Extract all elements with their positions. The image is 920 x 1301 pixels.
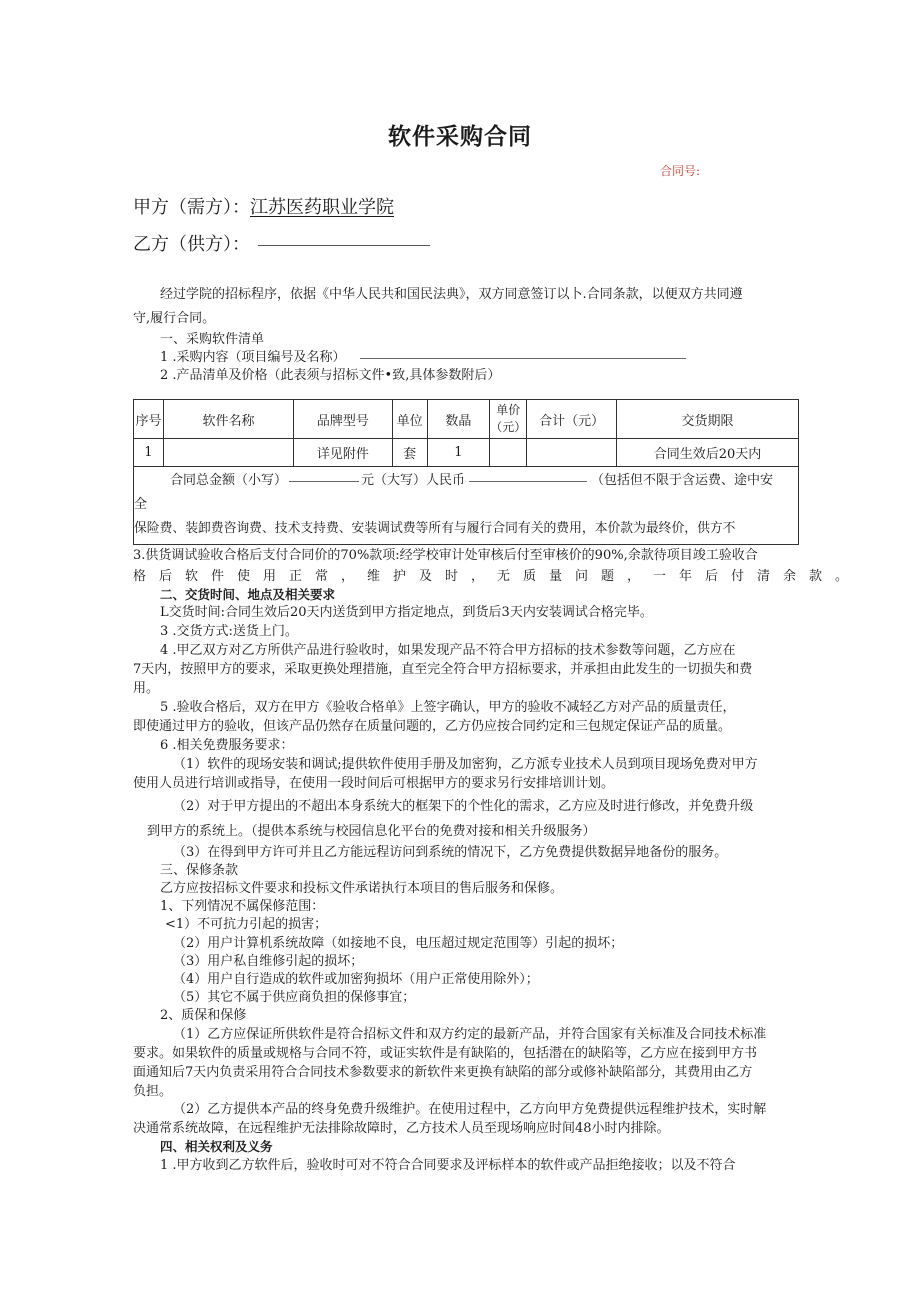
intro-line-1: 经过学院的招标程序，依据《中华人民共和国民法典》，双方同意签订以卜.合同条款，以便双方共同遵 [160,287,743,302]
table-cell: 合同生效后20天内 [616,439,798,467]
total-line-3: 保险费、装卸费咨询费、技术支持费、安装调试费等所有与履行合同有关的费用，本价款为最终价，供方不 [134,521,736,536]
table-cell: 详见附件 [294,439,392,467]
header-cell: 软件名称 [163,400,293,439]
header-cell: 合计（元） [527,400,617,439]
service-3: （3）在得到甲方许可并且乙方能远程访问到系统的情况下，乙方免费提供数据异地备份的服务。 [173,845,728,860]
table-header-row [134,400,799,439]
section-2-item-5a: 5 .验收合格后，双方在甲方《验收合格单》上签字确认，甲方的验收不减轻乙方对产品的质量责任， [160,700,736,715]
service-1-line-1: （1）软件的现场安装和调试;提供软件使用手册及加密狗，乙方派专业技术人员到项目现场免费对甲方 [173,757,758,772]
exclusion-2: （2）用户计算机系统故障（如接地不良，电压超过规定范围等）引起的损坏； [173,936,624,951]
table-cell [490,439,527,467]
section-2-item-4a: 4 .甲乙双方对乙方所供产品进行验收时，如果发现产品不符合甲方招标的技术参数等问题，乙方应在 [160,643,736,658]
total-includes-label: （包括但不限于含运费、途中安 [591,473,774,488]
section-2-delivery-method: 3 .交货方式:送货上门。 [160,624,298,639]
payment-line-2: 格后软件使用正常，维护及时，无质量问题，一年后付清余款。 [133,569,862,584]
exclusion-3: （3）用户私自维修引起的损坏； [173,954,364,969]
party-a [133,193,394,219]
header-cell: 单价（元） [490,400,527,439]
section-2-item-4c: 用。 [133,681,160,696]
warranty-1-line-4: 负担。 [133,1084,173,1099]
section-4-title: 四、相关权利及义务 [160,1139,273,1154]
total-line-2: 全 [134,497,148,512]
total-line-1 [134,469,798,493]
total-small-label: 合同总金额（小写） [170,473,288,488]
section-2-item-6: 6 .相关免费服务要求： [160,738,294,753]
total-capital-label: 元（大写）人民币 [361,473,466,488]
header-cell: 品牌型号 [294,400,392,439]
warranty-1-line-3: 面通知后7天内负责采用符合合同技术参数要求的新软件来更换有缺陷的部分或修补缺陷部分，其费用由乙方 [133,1065,753,1080]
header-cell: 序号 [134,400,164,439]
total-capital-blank [469,480,587,482]
table-cell: 1 [134,439,164,467]
document-title: 软件采购合同 [388,124,532,150]
purchase-content-label: 1 .采购内容（项目编号及名称） [160,350,346,365]
total-small-blank [289,480,359,482]
table-total-row [134,467,799,545]
section-2-item-4b: 7天内，按照甲方的要求，采取更换处理措施，直至完全符合甲方招标要求，并承担由此发生的一切损失和费 [133,662,753,677]
section-1-item-1 [160,348,686,367]
party-b [133,230,430,256]
contract-number-label: 合同号: [660,164,701,178]
section-3-item-2: 2、质保和保修 [160,1008,247,1023]
party-a-name: 江苏医药职业学院 [250,197,394,218]
table-row [134,439,799,467]
exclusion-5: （5）其它不属于供应商负担的保修事宜； [173,990,416,1005]
section-3-title: 三、保修条款 [160,863,239,878]
party-b-blank [258,244,430,246]
service-2-line-2: 到甲方的系统上。（提供本系统与校园信息化平台的免费对接和相关升级服务） [147,824,596,839]
table-cell: 1 [427,439,490,467]
section-2-delivery-time: L交货时间:合同生效后20天内送货到甲方指定地点，到货后3天内安装调试合格完毕。 [160,605,653,620]
table-cell [163,439,293,467]
payment-line-1: 3.供货调试验收合格后支付合同价的70%款项:经学校审计处审核后付至审核价的90%,余款待项目竣工验收合 [133,548,758,563]
service-2-line-1: （2）对于甲方提出的不超出本身系统大的框架下的个性化的需求，乙方应及时进行修改，并免费升级 [173,799,754,814]
warranty-1-line-2: 要求。如果软件的质量或规格与合同不符，或证实软件是有缺陷的，包括潜在的缺陷等，乙方应在接到甲方书 [133,1046,758,1061]
total-cell [134,467,799,545]
section-3-intro: 乙方应按招标文件要求和投标文件承诺执行本项目的售后服务和保修。 [160,881,564,896]
section-1-item-2: 2 .产品清单及价格（此表须与招标文件•致,具体参数附后） [160,368,501,383]
header-cell: 交货期限 [616,400,798,439]
section-4-item-1: 1 .甲方收到乙方软件后，验收时可对不符合合同要求及评标样本的软件或产品拒绝接收；以及不符合 [160,1158,736,1173]
table-cell: 套 [392,439,427,467]
section-3-item-1: 1、下列情况不属保修范围： [160,899,325,914]
intro-line-2: 守,履行合同。 [133,311,216,326]
warranty-2-line-1: （2）乙方提供本产品的终身免费升级维护。在使用过程中，乙方向甲方免费提供远程维护技术，实时解 [173,1102,767,1117]
warranty-1-line-1: （1）乙方应保证所供软件是符合招标文件和双方约定的最新产品，并符合国家有关标准及合同技术标准 [173,1027,767,1042]
exclusion-4: （4）用户自行造成的软件或加密狗损坏（用户正常使用除外）； [173,972,539,987]
header-cell: 数晶 [427,400,490,439]
header-cell: 单位 [392,400,427,439]
purchase-content-blank [360,357,686,359]
product-table [133,399,799,545]
section-1-title: 一、采购软件清单 [160,332,265,347]
party-a-label: 甲方（需方）： [133,197,250,218]
table-cell [527,439,617,467]
warranty-2-line-2: 决通常系统故障，在远程维护无法排除故障时，乙方技术人员至现场响应时间48小时内排除。 [133,1121,670,1136]
section-2-item-5b: 即使通过甲方的验收，但该产品仍然存在质量问题的，乙方仍应按合同约定和三包规定保证产品的质量。 [133,719,732,734]
service-1-line-2: 使用人员进行培训或指导，在使用一段时间后可根据甲方的要求另行安排培训计划。 [133,776,615,791]
party-b-label: 乙方（供方）： [133,234,250,255]
section-2-title: 二、交货时间、地点及相关要求 [160,587,336,602]
exclusion-1: <1）不可抗力引起的损害； [165,917,328,932]
